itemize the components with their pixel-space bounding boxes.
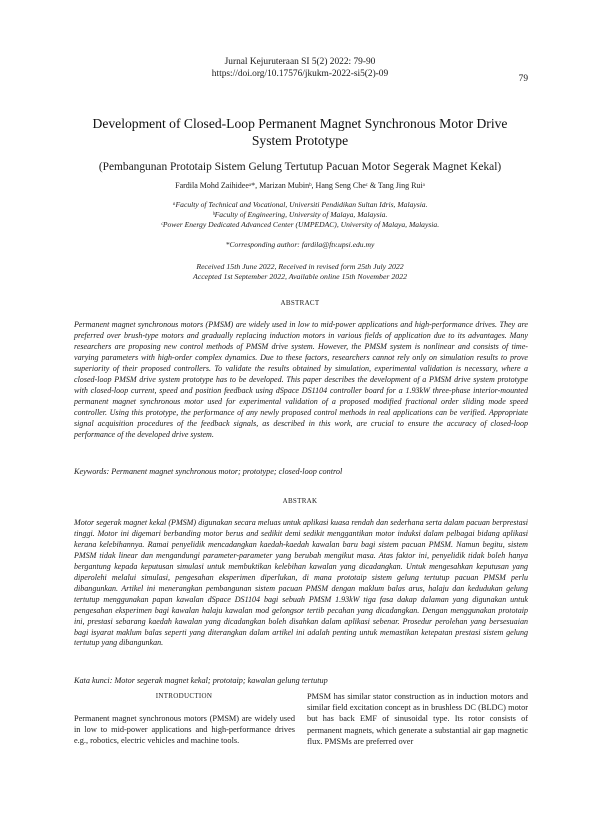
journal-citation: Jurnal Kejuruteraan SI 5(2) 2022: 79-90 — [224, 57, 376, 67]
affiliation-b: ᵇFaculty of Engineering, University of Malaya, Malaysia. — [212, 210, 388, 219]
introduction-heading: INTRODUCTION — [155, 692, 213, 700]
keywords-english: Keywords: Permanent magnet synchronous motor; prototype; closed-loop control — [74, 467, 343, 476]
accepted-dates: Accepted 1st September 2022, Available online 15th November 2022 — [192, 272, 407, 281]
affiliation-a: ᵃFaculty of Technical and Vocational, Universiti Pendidikan Sultan Idris, Malaysia. — [172, 200, 428, 209]
introduction-right-column: PMSM has similar stator construction as in induction motors and similar field excitation concept as in brushless DC (BLDC) motor but has back EMF of sinusoidal type. Its rotor consists of permanent magnets, which generate a substantial air gap magnetic flux. PMSMs are preferred over — [307, 692, 528, 746]
abstract-body: Permanent magnet synchronous motors (PMSM) are widely used in low to mid-power applications and high-performance drives. They are preferred over brush-type motors and gradually replacing induction motors in various fields of application due to its advantages. Many researchers are proposing new control methods of PMSM drive system. However, the PMSM system is nonlinear and consists of time-varying parameters with high-order complex dynamics. Due to these factors, researchers cannot rely only on simulation results to prove superiority of their proposed controllers. To validate the results obtained by simulation, experimental validation is necessary, where a closed-loop PMSM drive system prototype has to be developed. This paper describes the development of a PMSM drive system prototype with closed-loop current, speed and position feedback using dSpace DS1104 controller board for a 1.93kW three-phase interior-mounted permanent magnet synchronous motor used for experimental validation of a proposed modified fractional order sliding mode speed controller. Using this prototype, the performance of any newly proposed control methods in real applications can be verified. Appropriate signal acquisition procedures of the feedback signals, as described in this work, are crucial to ensure the accuracy of closed-loop performance of the developed drive system. — [74, 320, 528, 439]
doi-link[interactable]: https://doi.org/10.17576/jkukm-2022-si5(2)-09 — [211, 69, 389, 79]
abstrak-heading: ABSTRAK — [282, 497, 318, 505]
author-list: Fardila Mohd Zaihideeᵃ*, Marizan Mubinᵇ, Hang Seng Cheᶜ & Tang Jing Ruiᵃ — [175, 181, 425, 190]
abstract-heading: ABSTRACT — [280, 299, 320, 307]
affiliation-c: ᶜPower Energy Dedicated Advanced Center (UMPEDAC), University of Malaya, Malaysia. — [160, 220, 440, 229]
paper-title: Development of Closed-Loop Permanent Magnet Synchronous Motor Drive System Prototype — [92, 116, 508, 148]
received-dates: Received 15th June 2022, Received in revised form 25th July 2022 — [196, 262, 404, 271]
keywords-malay: Kata kunci: Motor segerak magnet kekal; prototaip; kawalan gelung tertutup — [74, 676, 328, 685]
paper-subtitle: (Pembangunan Prototaip Sistem Gelung Tertutup Pacuan Motor Segerak Magnet Kekal) — [98, 161, 502, 173]
introduction-left-column: Permanent magnet synchronous motors (PMSM) are widely used in low to mid-power applications and high-performance drives e.g., robotics, electric vehicles and machine tools. — [74, 714, 295, 746]
abstrak-body: Motor segerak magnet kekal (PMSM) digunakan secara meluas untuk aplikasi kuasa rendah dan sederhana serta dalam pacuan berprestasi tinggi. Motor ini digemari berbanding motor berus and sedikit demi sedikit menggantikan motor induksi dalam pelbagai bidang aplikasi kerana kelebihannya. Ramai penyelidik mencadangkan kaedah-kaedah kawalan baru bagi sistem pacuan PMSM. Namun begitu, sistem PMSM tidak linear dan mengandungi parameter-parameter yang berubah mengikut masa. Atas faktor ini, penyelidik tidak boleh hanya bergantung kepada keputusan simulasi untuk membuktikan kelebihan kawalan yang dicadangkan. Untuk mengesahkan keputusan yang diperolehi melalui simulasi, pengesahan eksperimen diperlukan, di mana prototaip sistem gelung tertutup pacuan PMSM perlu dibangunkan. Artikel ini menerangkan pembangunan sistem pacuan PMSM dengan maklum balas arus, halaju dan kedudukan gelung tertutup menggunakan papan kawalan dSpace DS1104 bagi sebuah PMSM 1.93kW tiga fasa dakap dalaman yang digunakan untuk pengesahan eksperimen bagi kawalan halaju kawalan mod gelongsor tertib pecahan yang dicadangkan. Dengan menggunakan prototaip ini, prestasi sebarang kaedah kawalan yang dicadangkan boleh disahkan dalam aplikasi sebenar. Prosedur perolehan yang bersesuaian bagi isyarat maklum balas seperti yang diterangkan dalam artikel ini adalah penting untuk memastikan ketepatan prestasi sistem gelung tertutup yang dibangunkan. — [74, 518, 528, 648]
corresponding-author: *Corresponding author: fardila@ftv.upsi.edu.my — [225, 240, 375, 249]
page-number: 79 — [518, 74, 528, 84]
